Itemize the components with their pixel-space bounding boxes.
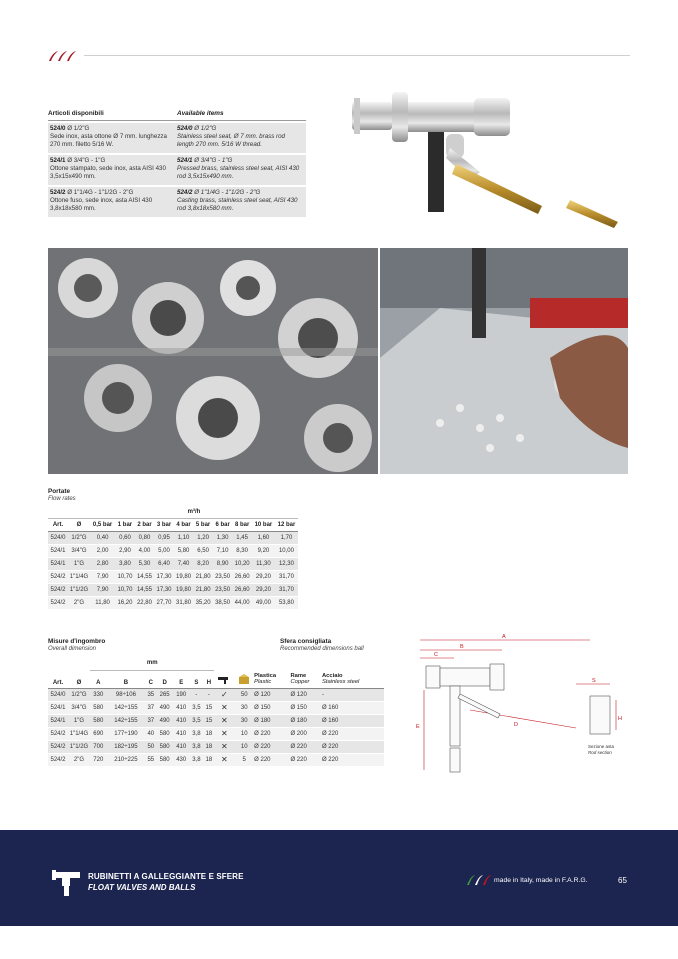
dims-value: 410: [173, 701, 190, 714]
drawing-label-a: A: [502, 634, 506, 640]
dims-art: 524/1: [48, 714, 68, 727]
item-code-en: 524/0: [177, 125, 193, 132]
ball-steel: Ø 220: [322, 727, 384, 740]
brand-logo-icon: [48, 50, 78, 62]
dims-qty: 30: [234, 701, 254, 714]
table-row: [48, 557, 298, 570]
dims-dia: 1/2"G: [68, 688, 90, 701]
assembly-photo-art: [380, 248, 628, 474]
ball-title: Sfera consigliata: [280, 638, 332, 645]
dims-value: 18: [203, 727, 214, 740]
dims-value: 142÷155: [107, 701, 146, 714]
ball-plastic: Ø 180: [254, 714, 290, 727]
table-row: [48, 753, 384, 766]
dims-value: 35: [145, 688, 156, 701]
dims-qty: 50: [234, 688, 254, 701]
flow-value: 4,00: [135, 544, 155, 557]
mat-copper-header: [290, 670, 322, 688]
dims-value: 580: [90, 701, 107, 714]
flow-dia: 1"G: [68, 557, 90, 570]
item-row: [48, 123, 306, 153]
mat-copper-label-en: Copper: [290, 679, 310, 685]
dims-col-a: A: [90, 670, 107, 688]
mat-steel-label: Acciaio: [321, 672, 343, 679]
dims-dia: 1"G: [68, 714, 90, 727]
dims-value: 490: [156, 714, 173, 727]
dims-title: Misure d'ingombro: [48, 638, 106, 645]
footer-title-en: FLOAT VALVES AND BALLS: [88, 883, 196, 892]
drawing-label-c: C: [434, 652, 438, 658]
dims-value: 18: [203, 753, 214, 766]
ball-subtitle: Recommended dimensions ball: [280, 645, 364, 652]
item-it: [50, 157, 177, 181]
flow-col-pressure: 3 bar: [154, 518, 174, 531]
flow-value: 6,40: [154, 557, 174, 570]
dims-value: 55: [145, 753, 156, 766]
ball-plastic: Ø 220: [254, 753, 290, 766]
ball-steel: Ø 160: [322, 714, 384, 727]
flow-value: 2,90: [115, 544, 135, 557]
items-header: [48, 110, 306, 121]
flow-value: 19,80: [174, 583, 194, 596]
item-size-en: Ø 1/2"G: [194, 125, 217, 132]
table-row: [48, 596, 298, 609]
tap-column-icon: [214, 670, 234, 688]
flow-value: 5,00: [154, 544, 174, 557]
flow-value: 1,20: [193, 531, 213, 544]
drawing-label-s: S: [592, 678, 596, 684]
item-code-en: 524/2: [177, 189, 193, 196]
dims-value: 3,5: [190, 701, 204, 714]
item-desc-it: Ottone stampato, sede inox, asta AISI 430 3,5x15x490 mm.: [50, 165, 166, 180]
dims-col-e: E: [173, 670, 190, 688]
dims-col-dia: Ø: [68, 670, 90, 688]
table-row: [48, 688, 384, 701]
ball-steel: -: [322, 688, 384, 701]
item-en: [177, 157, 304, 181]
flow-col-pressure: 6 bar: [213, 518, 233, 531]
drawing-label-b: B: [460, 644, 464, 650]
flow-value: 8,20: [193, 557, 213, 570]
flow-value: 11,80: [90, 596, 115, 609]
flow-value: 21,80: [193, 570, 213, 583]
dims-value: 190: [173, 688, 190, 701]
dims-col-b: B: [107, 670, 146, 688]
dims-heading: [48, 638, 105, 653]
flow-value: 22,80: [135, 596, 155, 609]
dims-value: 580: [156, 753, 173, 766]
dims-value: 3,8: [190, 753, 204, 766]
item-desc-en: Stainless steel seat, Ø 7 mm. brass rod length 270 mm. 5/16 W thread.: [177, 133, 285, 148]
flow-value: 7,10: [213, 544, 233, 557]
item-code-it: 524/2: [50, 189, 66, 196]
mat-plastic-header: [254, 670, 290, 688]
dims-value: 700: [90, 740, 107, 753]
flow-value: 0,80: [135, 531, 155, 544]
mat-steel-label-en: Stainless steel: [321, 679, 360, 685]
item-desc-en: Pressed brass, stainless steel seat, AISI 430 rod 3,5x15x490 mm.: [177, 165, 300, 180]
dims-value: 720: [90, 753, 107, 766]
dims-value: 98÷106: [107, 688, 146, 701]
flow-value: 2,00: [90, 544, 115, 557]
flow-value: 38,50: [213, 596, 233, 609]
faucet-icon: [52, 870, 82, 898]
dims-col-c: C: [145, 670, 156, 688]
ball-steel: Ø 160: [322, 701, 384, 714]
flow-col-art: Art.: [48, 518, 68, 531]
flow-value: 1,60: [252, 531, 275, 544]
flow-value: 10,00: [275, 544, 298, 557]
flow-value: 8,30: [232, 544, 252, 557]
dims-dia: 1"1/2G: [68, 740, 90, 753]
table-row: [48, 701, 384, 714]
flow-value: 14,55: [135, 583, 155, 596]
fittings-photo-art: [48, 248, 378, 474]
mat-copper-label: Rame: [290, 672, 307, 679]
dims-col-s: S: [190, 670, 204, 688]
item-size-it: Ø 1/2"G: [67, 125, 90, 132]
item-row: [48, 155, 306, 185]
dims-value: 410: [173, 714, 190, 727]
flow-value: 5,30: [135, 557, 155, 570]
ball-plastic: Ø 220: [254, 740, 290, 753]
flow-col-pressure: 0,5 bar: [90, 518, 115, 531]
flow-art: 524/1: [48, 557, 68, 570]
ball-copper: Ø 180: [290, 714, 322, 727]
flow-value: 19,80: [174, 570, 194, 583]
dims-qty: 10: [234, 727, 254, 740]
item-en: [177, 125, 304, 149]
dims-art: 524/1: [48, 701, 68, 714]
dims-art: 524/2: [48, 753, 68, 766]
item-size-en: Ø 1"1/4G - 1"1/2G - 2"G: [194, 189, 261, 196]
flow-art: 524/0: [48, 531, 68, 544]
dims-art: 524/2: [48, 727, 68, 740]
dims-value: 410: [173, 727, 190, 740]
flow-art: 524/1: [48, 544, 68, 557]
flow-col-pressure: 1 bar: [115, 518, 135, 531]
item-size-it: Ø 3/4"G - 1"G: [67, 157, 106, 164]
fittings-photo: [48, 248, 378, 474]
dims-value: 182÷195: [107, 740, 146, 753]
dims-value: 50: [145, 740, 156, 753]
dims-qty: 5: [234, 753, 254, 766]
dims-col-d: D: [156, 670, 173, 688]
drawing-label-e: E: [416, 724, 420, 730]
float-valve-product-image: [346, 88, 622, 240]
flow-value: 53,80: [275, 596, 298, 609]
flow-col-dia: Ø: [68, 518, 90, 531]
assembly-photo: [380, 248, 628, 474]
flow-value: 17,30: [154, 570, 174, 583]
dims-value: 580: [90, 714, 107, 727]
item-size-en: Ø 3/4"G - 1"G: [194, 157, 233, 164]
dims-value: 3,8: [190, 727, 204, 740]
italian-flag-logo-icon: [466, 874, 492, 886]
item-code-it: 524/1: [50, 157, 66, 164]
dims-unit: mm: [90, 656, 214, 670]
dims-value: 18: [203, 740, 214, 753]
dims-col-art: Art.: [48, 670, 68, 688]
flow-rates-table: [48, 506, 298, 610]
table-row: [48, 727, 384, 740]
dims-value: -: [203, 688, 214, 701]
flow-dia: 1/2"G: [68, 531, 90, 544]
flow-value: 7,40: [174, 557, 194, 570]
table-row: [48, 714, 384, 727]
flow-col-pressure: 8 bar: [232, 518, 252, 531]
dims-dia: 1"1/4G: [68, 727, 90, 740]
dims-art: 524/0: [48, 688, 68, 701]
box-column-icon: [234, 670, 254, 688]
table-row: [48, 740, 384, 753]
item-size-it: Ø 1"1/4G - 1"1/2G - 2"G: [67, 189, 134, 196]
dims-value: 265: [156, 688, 173, 701]
rod-section-it: Sezione asta: [588, 744, 615, 749]
dimension-drawing: [410, 630, 624, 778]
flow-value: 0,95: [154, 531, 174, 544]
ball-plastic: Ø 220: [254, 727, 290, 740]
item-desc-it: Sede inox, asta ottone Ø 7 mm. lunghezza 270 mm. filetto 5/16 W.: [50, 133, 167, 148]
mat-plastic-label-en: Plastic: [254, 679, 272, 685]
flow-dia: 1"1/4G: [68, 570, 90, 583]
flow-value: 35,20: [193, 596, 213, 609]
dims-value: 690: [90, 727, 107, 740]
flow-value: 0,40: [90, 531, 115, 544]
dims-value: 580: [156, 740, 173, 753]
items-header-it: Articoli disponibili: [48, 110, 104, 117]
ball-heading: [280, 638, 364, 653]
flow-value: 3,80: [115, 557, 135, 570]
flow-value: 44,00: [232, 596, 252, 609]
drawing-label-h: H: [618, 716, 622, 722]
ball-copper: Ø 220: [290, 740, 322, 753]
flow-art: 524/2: [48, 583, 68, 596]
dims-dia: 2"G: [68, 753, 90, 766]
flow-value: 1,30: [213, 531, 233, 544]
flow-col-pressure: 12 bar: [275, 518, 298, 531]
dims-value: 177÷190: [107, 727, 146, 740]
available-items-table: [48, 110, 306, 217]
ball-copper: Ø 150: [290, 701, 322, 714]
item-code-en: 524/1: [177, 157, 193, 164]
flow-value: 6,50: [193, 544, 213, 557]
ball-copper: Ø 220: [290, 753, 322, 766]
flow-value: 7,90: [90, 583, 115, 596]
check-icon: ✓: [214, 688, 234, 701]
flow-value: 29,20: [252, 583, 275, 596]
items-rows: [48, 123, 306, 217]
ball-plastic: Ø 150: [254, 701, 290, 714]
flow-subtitle: Flow rates: [48, 495, 76, 502]
dims-dia: 3/4"G: [68, 701, 90, 714]
table-row: [48, 583, 298, 596]
flow-value: 49,00: [252, 596, 275, 609]
flow-value: 21,80: [193, 583, 213, 596]
flow-col-pressure: 10 bar: [252, 518, 275, 531]
flow-value: 26,60: [232, 583, 252, 596]
flow-value: 1,70: [275, 531, 298, 544]
dims-value: 37: [145, 701, 156, 714]
cross-icon: ✕: [214, 740, 234, 753]
flow-title: Portate: [48, 488, 71, 495]
flow-value: 9,20: [252, 544, 275, 557]
ball-steel: Ø 220: [322, 740, 384, 753]
dims-value: -: [190, 688, 204, 701]
dims-subtitle: Overall dimension: [48, 645, 97, 652]
dims-value: 142÷155: [107, 714, 146, 727]
footer-title-it: RUBINETTI A GALLEGGIANTE E SFERE: [88, 872, 244, 881]
flow-dia: 3/4"G: [68, 544, 90, 557]
flow-dia: 2"G: [68, 596, 90, 609]
dims-value: 37: [145, 714, 156, 727]
flow-value: 31,80: [174, 596, 194, 609]
table-row: [48, 531, 298, 544]
table-row: [48, 544, 298, 557]
ball-copper: Ø 200: [290, 727, 322, 740]
flow-col-pressure: 2 bar: [135, 518, 155, 531]
item-row: [48, 187, 306, 217]
dimensions-table: [48, 656, 384, 767]
flow-value: 31,70: [275, 583, 298, 596]
dims-value: 580: [156, 727, 173, 740]
flow-rates-heading: [48, 488, 76, 503]
dims-value: 430: [173, 753, 190, 766]
dims-value: 15: [203, 701, 214, 714]
rod-section-en: Rod section: [588, 750, 612, 755]
item-desc-it: Ottone fuso, sede inox, asta AISI 430 3,8x18x580 mm.: [50, 197, 153, 212]
dims-value: 15: [203, 714, 214, 727]
dims-value: 40: [145, 727, 156, 740]
ball-copper: Ø 120: [290, 688, 322, 701]
flow-value: 10,70: [115, 570, 135, 583]
flow-value: 11,30: [252, 557, 275, 570]
flow-unit: m³/h: [90, 506, 298, 518]
flow-value: 10,20: [232, 557, 252, 570]
dims-value: 490: [156, 701, 173, 714]
cross-icon: ✕: [214, 727, 234, 740]
dims-value: 3,5: [190, 714, 204, 727]
cross-icon: ✕: [214, 753, 234, 766]
flow-value: 5,80: [174, 544, 194, 557]
flow-dia: 1"1/2G: [68, 583, 90, 596]
item-it: [50, 189, 177, 213]
made-in-italy: made in Italy, made in F.A.R.G.: [494, 877, 588, 884]
flow-value: 2,80: [90, 557, 115, 570]
dims-qty: 30: [234, 714, 254, 727]
dims-art: 524/2: [48, 740, 68, 753]
items-header-en: Available items: [177, 110, 224, 117]
drawing-label-d: D: [514, 722, 518, 728]
page-number: 65: [618, 876, 627, 885]
flow-value: 8,90: [213, 557, 233, 570]
dims-qty: 10: [234, 740, 254, 753]
flow-col-pressure: 5 bar: [193, 518, 213, 531]
mat-steel-header: [322, 670, 384, 688]
dims-value: 3,8: [190, 740, 204, 753]
flow-value: 7,90: [90, 570, 115, 583]
flow-value: 31,70: [275, 570, 298, 583]
flow-value: 16,20: [115, 596, 135, 609]
flow-art: 524/2: [48, 570, 68, 583]
item-desc-en: Casting brass, stainless steel seat, AISI 430 rod 3,8x18x580 mm.: [177, 197, 298, 212]
flow-value: 23,50: [213, 570, 233, 583]
flow-value: 26,60: [232, 570, 252, 583]
dims-value: 410: [173, 740, 190, 753]
flow-value: 23,50: [213, 583, 233, 596]
ball-steel: Ø 220: [322, 753, 384, 766]
header-rule: [84, 55, 630, 56]
dims-value: 210÷225: [107, 753, 146, 766]
flow-value: 27,70: [154, 596, 174, 609]
ball-plastic: Ø 120: [254, 688, 290, 701]
flow-value: 29,20: [252, 570, 275, 583]
flow-value: 14,55: [135, 570, 155, 583]
cross-icon: ✕: [214, 701, 234, 714]
page-footer: [0, 830, 678, 926]
table-row: [48, 570, 298, 583]
mat-plastic-label: Plastica: [254, 672, 277, 679]
dims-col-h: H: [203, 670, 214, 688]
flow-value: 10,70: [115, 583, 135, 596]
flow-value: 0,60: [115, 531, 135, 544]
cross-icon: ✕: [214, 714, 234, 727]
flow-col-pressure: 4 bar: [174, 518, 194, 531]
flow-value: 1,45: [232, 531, 252, 544]
item-it: [50, 125, 177, 149]
item-code-it: 524/0: [50, 125, 66, 132]
flow-value: 17,30: [154, 583, 174, 596]
flow-value: 1,10: [174, 531, 194, 544]
dims-value: 330: [90, 688, 107, 701]
flow-art: 524/2: [48, 596, 68, 609]
item-en: [177, 189, 304, 213]
flow-value: 12,30: [275, 557, 298, 570]
